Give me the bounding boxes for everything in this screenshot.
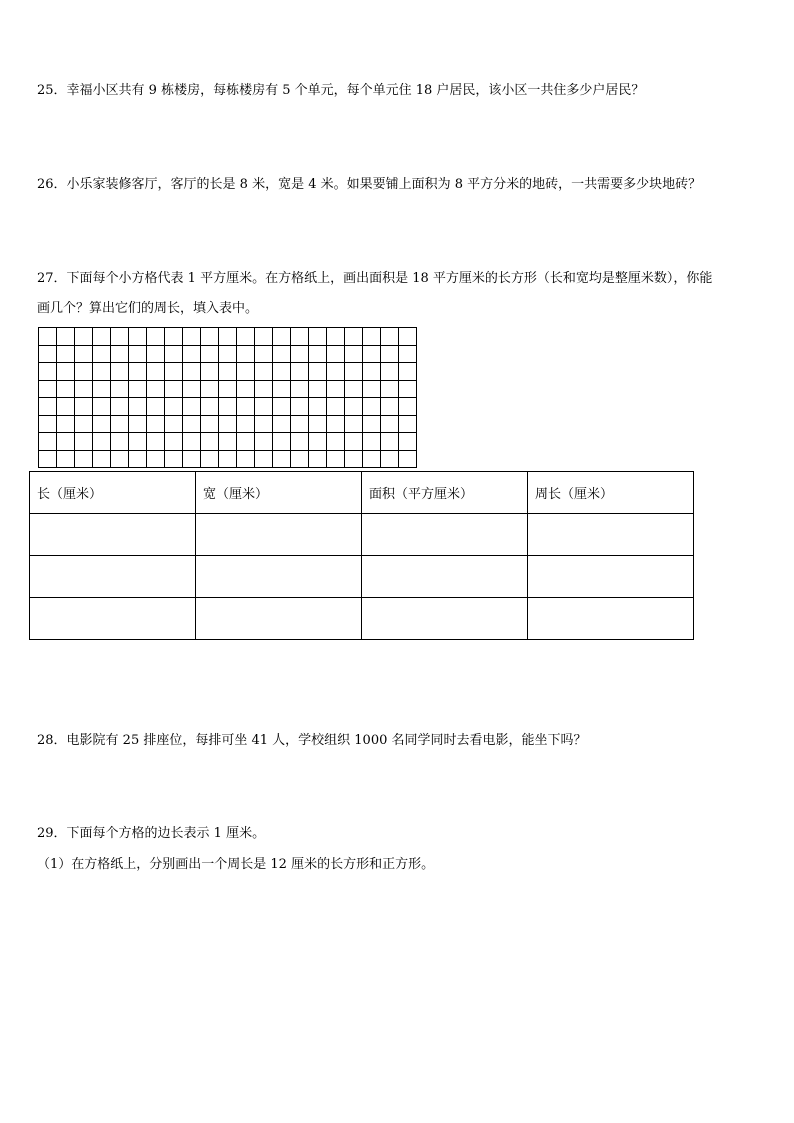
table-cell[interactable] <box>528 514 694 556</box>
grid-cell <box>291 328 309 346</box>
grid-cell <box>219 451 237 469</box>
grid-cell <box>57 416 75 434</box>
grid-cell <box>147 346 165 364</box>
grid-cell <box>129 398 147 416</box>
grid-cell <box>273 363 291 381</box>
grid-cell <box>381 363 399 381</box>
grid-cell <box>345 346 363 364</box>
table-cell[interactable] <box>528 556 694 598</box>
grid-cell <box>345 451 363 469</box>
grid-cell <box>273 433 291 451</box>
grid-cell <box>183 433 201 451</box>
grid-cell <box>183 381 201 399</box>
grid-cell <box>237 363 255 381</box>
grid-cell <box>237 346 255 364</box>
grid-cell <box>219 363 237 381</box>
table-cell[interactable] <box>528 598 694 640</box>
grid-cell <box>291 398 309 416</box>
grid-cell <box>75 328 93 346</box>
question-25: 25．幸福小区共有 9 栋楼房，每栋楼房有 5 个单元，每个单元住 18 户居民，该小区一共住多少户居民？ <box>37 83 645 98</box>
grid-cell <box>381 328 399 346</box>
answer-table <box>29 471 694 640</box>
grid-cell <box>363 328 381 346</box>
grid-cell <box>75 346 93 364</box>
grid-cell <box>237 398 255 416</box>
grid-cell <box>57 328 75 346</box>
question-27-line-1: 27．下面每个小方格代表 1 平方厘米。在方格纸上，画出面积是 18 平方厘米的长方形（长和宽均是整厘米数），你能 <box>37 271 713 286</box>
grid-cell <box>219 346 237 364</box>
grid-cell <box>345 381 363 399</box>
grid-cell <box>183 451 201 469</box>
grid-cell <box>57 363 75 381</box>
grid-cell <box>291 381 309 399</box>
table-cell[interactable] <box>30 514 196 556</box>
grid-cell <box>129 433 147 451</box>
grid-cell <box>255 346 273 364</box>
grid-cell <box>75 416 93 434</box>
grid-cell <box>219 433 237 451</box>
grid-cell <box>363 451 381 469</box>
grid-cell <box>327 451 345 469</box>
grid-cell <box>183 398 201 416</box>
grid-cell <box>327 433 345 451</box>
grid-cell <box>381 451 399 469</box>
grid-cell <box>363 363 381 381</box>
grid-cell <box>273 398 291 416</box>
grid-cell <box>57 398 75 416</box>
grid-cell <box>327 328 345 346</box>
question-29-part-1: （1）在方格纸上，分别画出一个周长是 12 厘米的长方形和正方形。 <box>37 857 435 872</box>
table-cell[interactable] <box>30 598 196 640</box>
grid-cell <box>147 363 165 381</box>
grid-cell <box>111 416 129 434</box>
grid-cell <box>39 381 57 399</box>
grid-cell <box>309 363 327 381</box>
grid-cell <box>165 433 183 451</box>
grid-cell <box>39 433 57 451</box>
grid-cell <box>255 433 273 451</box>
grid-cell <box>75 381 93 399</box>
grid-cell <box>399 346 417 364</box>
grid-cell <box>201 328 219 346</box>
grid-cell <box>273 381 291 399</box>
grid-cell <box>291 433 309 451</box>
table-cell[interactable] <box>30 556 196 598</box>
table-cell[interactable] <box>362 514 528 556</box>
grid-cell <box>39 363 57 381</box>
grid-cell <box>399 398 417 416</box>
grid-cell <box>111 433 129 451</box>
grid-cell <box>93 328 111 346</box>
grid-cell <box>39 451 57 469</box>
grid-cell <box>39 346 57 364</box>
grid-cell <box>345 363 363 381</box>
grid-cell <box>237 451 255 469</box>
grid-cell <box>57 433 75 451</box>
grid-cell <box>39 328 57 346</box>
grid-cell <box>291 363 309 381</box>
grid-cell <box>219 381 237 399</box>
grid-cell <box>255 328 273 346</box>
question-27-line-2: 画几个？算出它们的周长，填入表中。 <box>37 301 259 316</box>
grid-cell <box>183 416 201 434</box>
grid-cell <box>291 451 309 469</box>
grid-cell <box>363 346 381 364</box>
grid-cell <box>201 398 219 416</box>
grid-cell <box>237 328 255 346</box>
table-cell[interactable] <box>196 598 362 640</box>
grid-cell <box>129 363 147 381</box>
grid-cell <box>111 346 129 364</box>
grid-cell <box>309 328 327 346</box>
grid-cell <box>363 398 381 416</box>
grid-cell <box>147 416 165 434</box>
grid-cell <box>165 363 183 381</box>
grid-cell <box>129 346 147 364</box>
grid-cell <box>201 363 219 381</box>
table-cell[interactable] <box>196 556 362 598</box>
header-perimeter: 周长（厘米） <box>528 472 694 514</box>
grid-cell <box>237 381 255 399</box>
grid-cell <box>273 346 291 364</box>
grid-cell <box>291 346 309 364</box>
grid-cell <box>363 381 381 399</box>
grid-cell <box>111 328 129 346</box>
grid-cell <box>381 381 399 399</box>
grid-cell <box>165 381 183 399</box>
grid-cell <box>93 451 111 469</box>
header-width: 宽（厘米） <box>196 472 362 514</box>
grid-cell <box>129 416 147 434</box>
grid-cell <box>345 328 363 346</box>
grid-cell <box>345 398 363 416</box>
grid-cell <box>165 451 183 469</box>
grid-cell <box>381 416 399 434</box>
grid-cell <box>165 328 183 346</box>
grid-cell <box>255 363 273 381</box>
grid-cell <box>381 398 399 416</box>
grid-cell <box>309 346 327 364</box>
grid-cell <box>111 381 129 399</box>
grid-cell <box>147 433 165 451</box>
grid-cell <box>363 416 381 434</box>
grid-cell <box>129 328 147 346</box>
grid-cell <box>165 346 183 364</box>
grid-cell <box>345 416 363 434</box>
grid-cell <box>165 398 183 416</box>
grid-cell <box>147 381 165 399</box>
grid-cell <box>327 363 345 381</box>
grid-cell <box>147 398 165 416</box>
table-row <box>30 514 694 556</box>
grid-cell <box>93 433 111 451</box>
grid-cell <box>93 346 111 364</box>
question-29: 29．下面每个方格的边长表示 1 厘米。 <box>37 826 266 841</box>
grid-cell <box>39 416 57 434</box>
grid-cell <box>273 328 291 346</box>
square-grid-paper <box>38 327 417 468</box>
table-cell[interactable] <box>362 556 528 598</box>
grid-cell <box>273 451 291 469</box>
grid-cell <box>201 381 219 399</box>
grid-cell <box>111 363 129 381</box>
grid-cell <box>93 363 111 381</box>
grid-cell <box>399 363 417 381</box>
grid-cell <box>183 363 201 381</box>
grid-cell <box>75 433 93 451</box>
grid-cell <box>147 451 165 469</box>
grid-cell <box>201 451 219 469</box>
grid-cell <box>399 328 417 346</box>
grid-cell <box>93 381 111 399</box>
grid-cell <box>363 433 381 451</box>
grid-cell <box>111 398 129 416</box>
grid-cell <box>219 328 237 346</box>
grid-cell <box>399 381 417 399</box>
grid-cell <box>57 451 75 469</box>
grid-cell <box>345 433 363 451</box>
grid-cell <box>255 451 273 469</box>
table-row <box>30 598 694 640</box>
question-26: 26．小乐家装修客厅，客厅的长是 8 米，宽是 4 米。如果要铺上面积为 8 平方分米的地砖，一共需要多少块地砖？ <box>37 177 702 192</box>
grid-cell <box>255 381 273 399</box>
grid-cell <box>75 363 93 381</box>
grid-cell <box>255 398 273 416</box>
grid-cell <box>327 381 345 399</box>
grid-cell <box>309 451 327 469</box>
table-cell[interactable] <box>362 598 528 640</box>
table-header-row <box>30 472 694 514</box>
grid-cell <box>309 433 327 451</box>
grid-cell <box>327 416 345 434</box>
grid-cell <box>399 416 417 434</box>
header-area: 面积（平方厘米） <box>362 472 528 514</box>
grid-cell <box>309 416 327 434</box>
grid-cell <box>147 328 165 346</box>
grid-cell <box>219 416 237 434</box>
grid-cell <box>327 398 345 416</box>
grid-cell <box>381 433 399 451</box>
question-28: 28．电影院有 25 排座位，每排可坐 41 人，学校组织 1000 名同学同时去看电影，能坐下吗？ <box>37 733 587 748</box>
grid-cell <box>183 346 201 364</box>
grid-cell <box>183 328 201 346</box>
grid-cell <box>57 381 75 399</box>
grid-cell <box>201 416 219 434</box>
grid-cell <box>399 451 417 469</box>
grid-cell <box>309 381 327 399</box>
grid-cell <box>39 398 57 416</box>
table-row <box>30 556 694 598</box>
grid-cell <box>57 346 75 364</box>
grid-cell <box>399 433 417 451</box>
grid-cell <box>165 416 183 434</box>
grid-cell <box>129 381 147 399</box>
grid-cell <box>273 416 291 434</box>
grid-cell <box>75 398 93 416</box>
grid-cell <box>75 451 93 469</box>
grid-cell <box>201 433 219 451</box>
grid-cell <box>93 416 111 434</box>
grid-cell <box>237 416 255 434</box>
grid-cell <box>327 346 345 364</box>
grid-cell <box>309 398 327 416</box>
grid-cell <box>291 416 309 434</box>
grid-cell <box>255 416 273 434</box>
table-cell[interactable] <box>196 514 362 556</box>
grid-cell <box>111 451 129 469</box>
grid-cell <box>381 346 399 364</box>
grid-cell <box>93 398 111 416</box>
grid-cell <box>129 451 147 469</box>
grid-cell <box>201 346 219 364</box>
grid-cell <box>219 398 237 416</box>
grid-cell <box>237 433 255 451</box>
header-length: 长（厘米） <box>30 472 196 514</box>
